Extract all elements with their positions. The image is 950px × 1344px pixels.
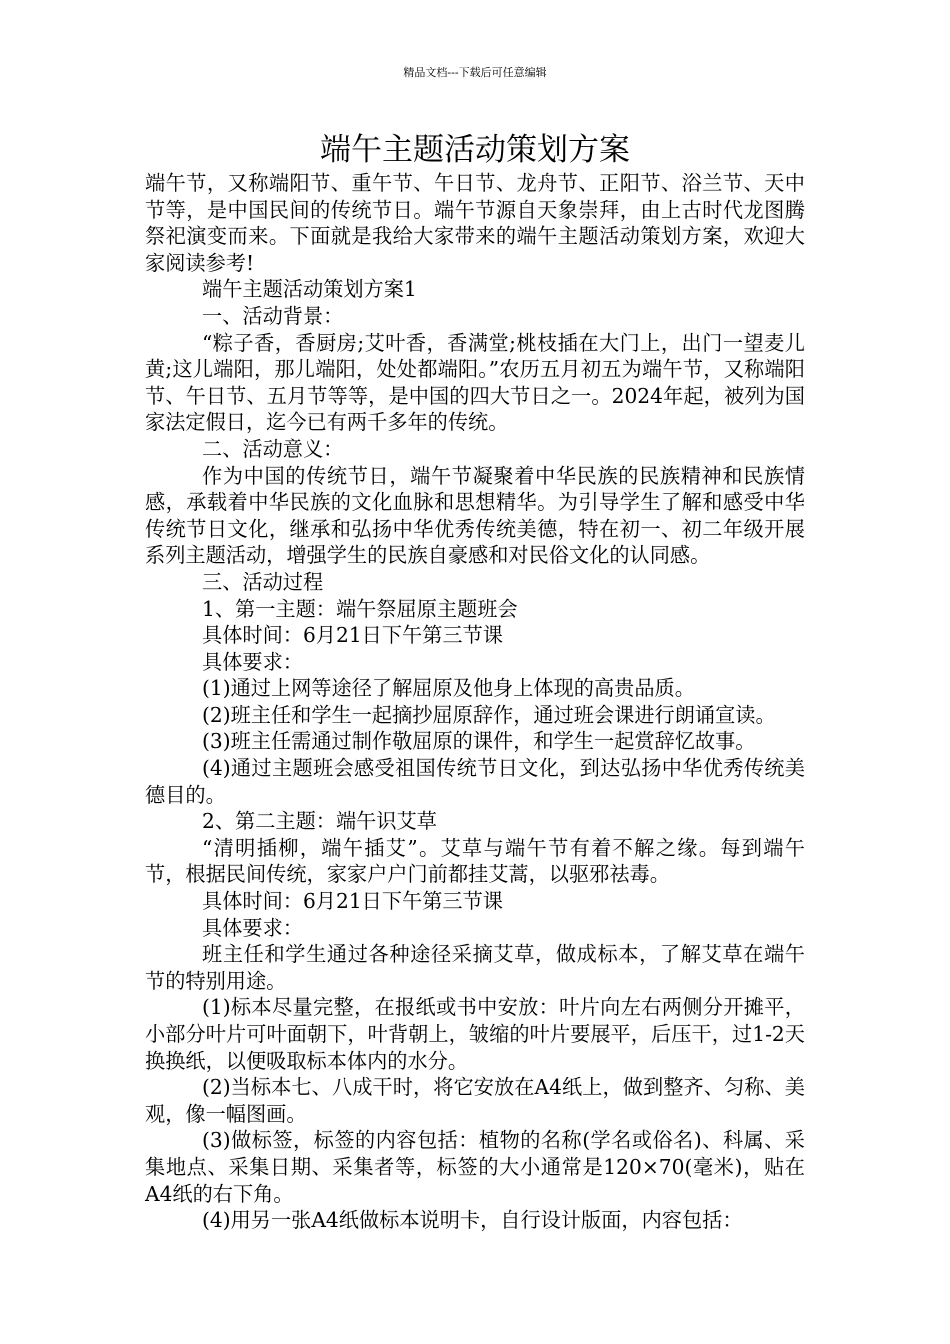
paragraph: (1)标本尽量完整，在报纸或书中安放：叶片向左右两侧分开摊平，小部分叶片可叶面朝下，叶背朝上，皱缩的叶片要展平，后压干，过1-2天换换纸，以便吸取标本体内的水分。 xyxy=(145,995,805,1073)
document-title: 端午主题活动策划方案 xyxy=(320,132,630,168)
paragraph: (3)做标签，标签的内容包括：植物的名称(学名或俗名)、科属、采集地点、采集日期、采集者等，标签的大小通常是120×70(毫米)，贴在A4纸的右下角。 xyxy=(145,1128,805,1206)
paragraph: 一、活动背景： xyxy=(202,303,344,328)
paragraph: 作为中国的传统节日，端午节凝聚着中华民族的民族精神和民族情感，承载着中华民族的文化血脉和思想精华。为引导学生了解和感受中华传统节日文化，继承和弘扬中华优秀传统美德，特在初一、初二年级开展系列主题活动，增强学生的民族自豪感和对民俗文化的认同感。 xyxy=(145,463,805,568)
paragraph: 班主任和学生通过各种途径采摘艾草，做成标本，了解艾草在端午节的特别用途。 xyxy=(145,942,805,993)
paragraph: 2、第二主题：端午识艾草 xyxy=(202,809,437,834)
paragraph: 二、活动意义： xyxy=(202,436,344,461)
paragraph: 端午节，又称端阳节、重午节、午日节、龙舟节、正阳节、浴兰节、天中节等，是中国民间的传统节日。端午节源自天象崇拜，由上古时代龙图腾祭祀演变而来。下面就是我给大家带来的端午主题活动策划方案，欢迎大家阅读参考! xyxy=(145,171,805,275)
paragraph: (2)当标本七、八成干时，将它安放在A4纸上，做到整齐、匀称、美观，像一幅图画。 xyxy=(145,1075,805,1126)
paragraph: (2)班主任和学生一起摘抄屈原辞作，通过班会课进行朗诵宣读。 xyxy=(202,702,776,727)
paragraph: 具体时间：6月21日下午第三节课 xyxy=(202,623,503,648)
paragraph: 具体时间：6月21日下午第三节课 xyxy=(202,889,503,914)
paragraph: 1、第一主题：端午祭屈原主题班会 xyxy=(202,596,518,621)
paragraph: (1)通过上网等途径了解屈原及他身上体现的高贵品质。 xyxy=(202,676,695,701)
paragraph: 具体要求： xyxy=(202,649,303,674)
document-body xyxy=(145,170,805,1234)
paragraph: “清明插柳，端午插艾”。艾草与端午节有着不解之缘。每到端午节，根据民间传统，家家户户门前都挂艾蒿，以驱邪祛毒。 xyxy=(145,835,805,887)
paragraph: (4)用另一张A4纸做标本说明卡，自行设计版面，内容包括： xyxy=(202,1208,743,1233)
page-header-note: 精品文档---下载后可任意编辑 xyxy=(403,66,547,79)
paragraph: (4)通过主题班会感受祖国传统节日文化，到达弘扬中华优秀传统美德目的。 xyxy=(145,756,805,807)
paragraph: 端午主题活动策划方案1 xyxy=(202,277,417,302)
paragraph: “粽子香，香厨房;艾叶香，香满堂;桃枝插在大门上，出门一望麦儿黄;这儿端阳，那儿端阳，处处都端阳。”农历五月初五为端午节，又称端阳节、午日节、五月节等等，是中国的四大节日之一。2024年起，被列为国家法定假日，迄今已有两千多年的传统。 xyxy=(145,330,805,435)
paragraph: 具体要求： xyxy=(202,915,303,940)
paragraph: (3)班主任需通过制作敬屈原的课件，和学生一起赏辞忆故事。 xyxy=(202,729,756,754)
paragraph: 三、活动过程 xyxy=(202,569,324,594)
